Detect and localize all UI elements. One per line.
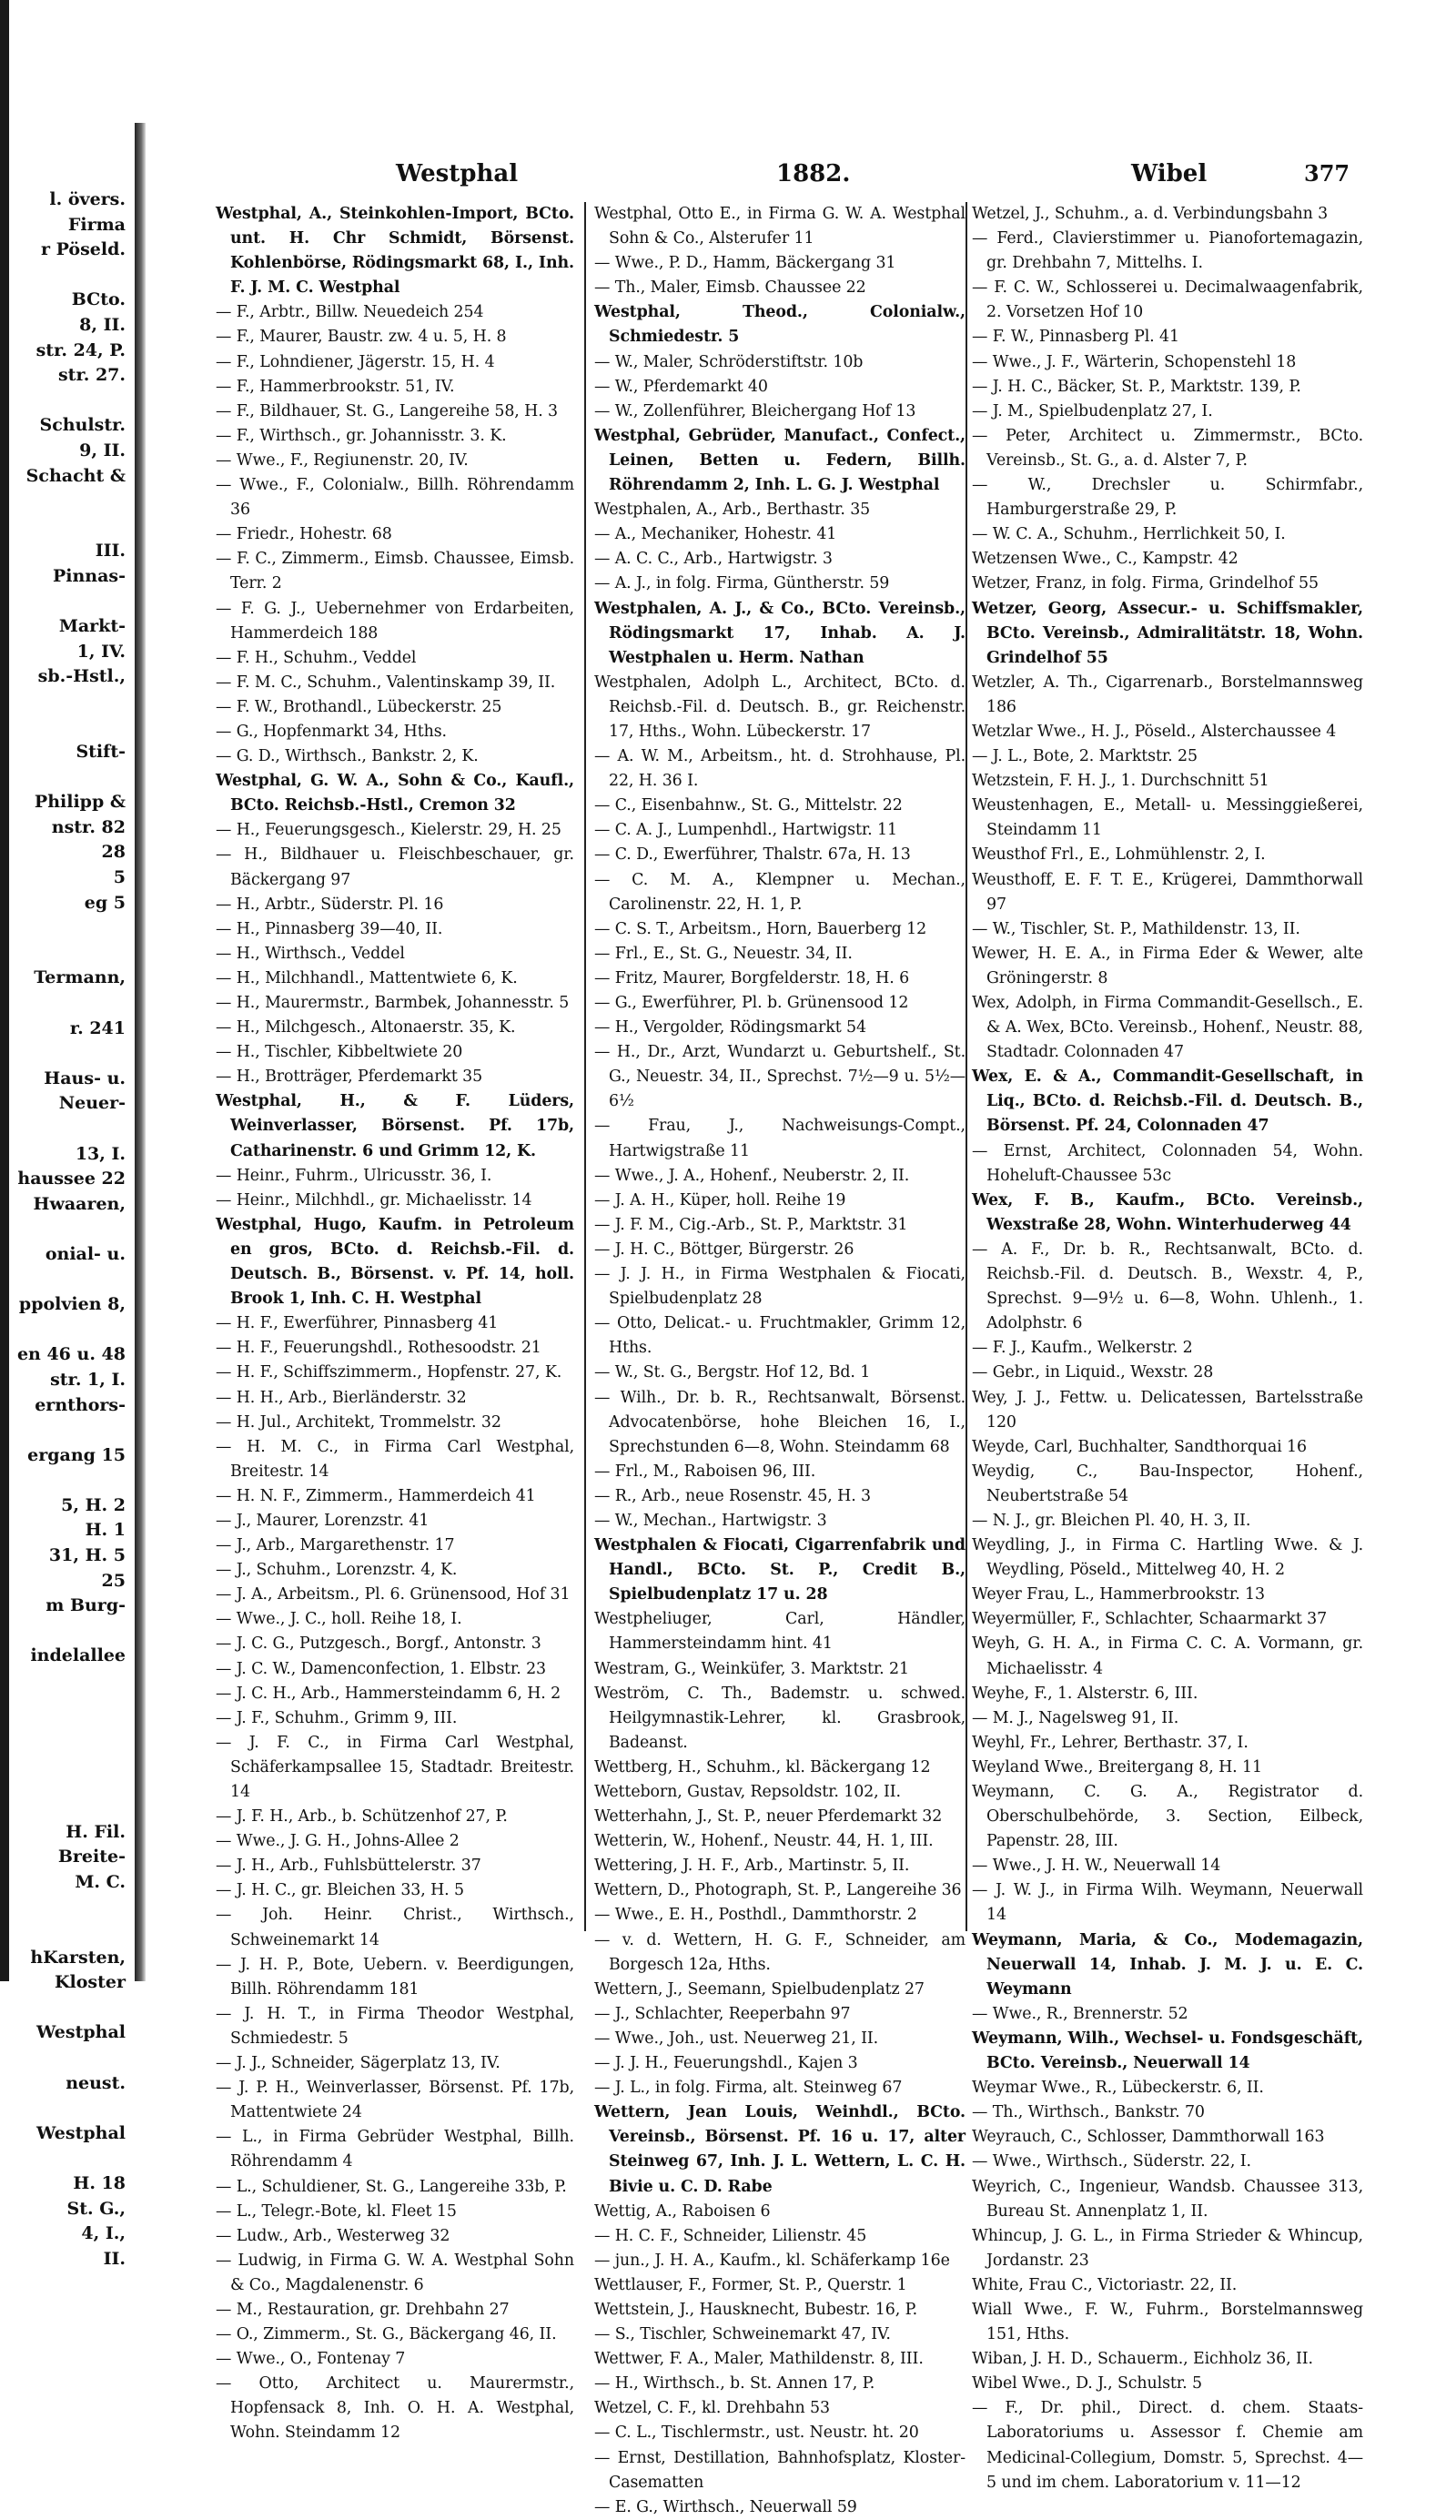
book-gutter	[135, 123, 146, 1981]
directory-entry: Weusthoff, E. F. T. E., Krügerei, Dammthorwall 97	[972, 870, 1363, 914]
directory-entry: — H., Maurermstr., Barmbek, Johannesstr. 5	[216, 994, 570, 1012]
directory-entry: Weyrauch, C., Schlosser, Dammthorwall 163	[972, 2128, 1325, 2147]
previous-page-line: 4, I.,	[81, 2223, 126, 2244]
directory-entry: — J. F. C., in Firma Carl Westphal, Schäferkampsallee 15, Stadtadr. Breitestr. 14	[216, 1733, 574, 1801]
directory-entry: — J., Arb., Margarethenstr. 17	[216, 1536, 455, 1555]
directory-entry: Wiall Wwe., F. W., Fuhrm., Borstelmannsweg 151, Hths.	[972, 2300, 1363, 2344]
directory-entry: — W. C. A., Schuhm., Herrlichkeit 50, I.	[972, 525, 1286, 544]
directory-entry: Westphalen, A., Arb., Berthastr. 35	[594, 501, 871, 520]
directory-entry: Westphal, G. W. A., Sohn & Co., Kaufl., BCto. Reichsb.-Hstl., Cremon 32	[216, 772, 574, 815]
previous-page-line	[5, 1745, 126, 1770]
directory-entry: — Wwe., J. H. W., Neuerwall 14	[972, 1857, 1221, 1876]
directory-entry: — Wwe., F., Colonialw., Billh. Röhrendamm 36	[216, 476, 574, 520]
directory-entry: Wettig, A., Raboisen 6	[594, 2201, 771, 2221]
directory-entry: — J. J., Schneider, Sägerplatz 13, IV.	[216, 2054, 500, 2073]
directory-entry: — H. C. F., Schneider, Lilienstr. 45	[594, 2226, 867, 2245]
directory-entry: Weymann, C. G. A., Registrator d. Oberschulbehörde, 3. Section, Eilbeck, Papenstr. 28, III.	[972, 1783, 1363, 1851]
previous-page-line	[5, 991, 126, 1017]
directory-entry: — Ernst, Architect, Colonnaden 54, Wohn. Hoheluft-Chaussee 53c	[972, 1141, 1363, 1185]
previous-page-line	[5, 1895, 126, 1920]
directory-entry: — Wwe., Joh., ust. Neuerweg 21, II.	[594, 2029, 879, 2048]
directory-entry: Westphalen & Fiocati, Cigarrenfabrik und Handl., BCto. St. P., Credit B., Spielbudenplatz 17 u. 28	[594, 1536, 966, 1604]
directory-entry: — A., Mechaniker, Hohestr. 41	[594, 525, 837, 544]
directory-entry: — J. A. H., Küper, holl. Reihe 19	[594, 1190, 846, 1209]
previous-page-line: l. övers.	[49, 189, 126, 209]
previous-page-line: nstr. 82	[51, 816, 126, 837]
directory-entry: Weyermüller, F., Schlachter, Schaarmarkt 37	[972, 1610, 1328, 1629]
directory-entry: — Friedr., Hohestr. 68	[216, 525, 392, 544]
directory-entry: Wewer, H. E. A., in Firma Eder & Wewer, alte Gröningerstr. 8	[972, 944, 1363, 987]
previous-page-line	[5, 2096, 126, 2121]
directory-entry: Weyde, Carl, Buchhalter, Sandthorquai 16	[972, 1437, 1307, 1456]
directory-entry: — Th., Maler, Eimsb. Chaussee 22	[594, 278, 866, 298]
directory-entry: — W., Mechan., Hartwigstr. 3	[594, 1511, 827, 1530]
directory-entry: Westphal, Gebrüder, Manufact., Confect., Leinen, Betten u. Federn, Billh. Röhrendamm 2, Inh. L. G. J. Westphal	[594, 426, 966, 495]
directory-entry: — H. Jul., Architekt, Trommelstr. 32	[216, 1412, 501, 1432]
directory-entry: — H., Pinnasberg 39—40, II.	[216, 919, 443, 938]
directory-entry: Wetterin, W., Hohenf., Neustr. 44, H. 1, III.	[594, 1832, 934, 1851]
directory-entry: — H., Wirthsch., Veddel	[216, 944, 405, 963]
directory-entry: Wiban, J. H. D., Schauerm., Eichholz 36, II.	[972, 2350, 1313, 2369]
directory-entry: — G., Hopfenmarkt 34, Hths.	[216, 722, 447, 741]
directory-entry: — J. C. H., Arb., Hammersteindamm 6, H. 2	[216, 1684, 561, 1703]
previous-page-line: 8, II.	[79, 314, 126, 335]
previous-page-line: haussee 22	[17, 1169, 126, 1189]
directory-entry: — H., Wirthsch., b. St. Annen 17, P.	[594, 2374, 875, 2393]
directory-entry: — W., Pferdemarkt 40	[594, 377, 768, 396]
directory-entry: — M. J., Nagelsweg 91, II.	[972, 1708, 1179, 1727]
previous-page-line: Haus- u.	[44, 1068, 126, 1088]
directory-entry: — F., Maurer, Baustr. zw. 4 u. 5, H. 8	[216, 328, 507, 347]
previous-page-line	[5, 1619, 126, 1645]
previous-page-line	[5, 489, 126, 514]
directory-entry: — Otto, Delicat.- u. Fruchtmakler, Grimm 12, Hths.	[594, 1314, 966, 1358]
previous-page-line	[5, 1268, 126, 1293]
previous-page-line	[5, 1217, 126, 1242]
previous-page-line	[5, 765, 126, 791]
directory-entry: — Ludwig, in Firma G. W. A. Westphal Sohn & Co., Magdalenenstr. 6	[216, 2251, 574, 2294]
directory-entry: — Wwe., J. C., holl. Reihe 18, I.	[216, 1610, 462, 1629]
previous-page-line: ppolvien 8,	[18, 1294, 126, 1315]
directory-entry: — Frau, J., Nachweisungs-Compt., Hartwigstraße 11	[594, 1117, 966, 1160]
directory-entry: — H., Tischler, Kibbeltwiete 20	[216, 1043, 463, 1062]
previous-page-line: 5, H. 2	[61, 1494, 126, 1515]
directory-entry: Wetzer, Georg, Assecur.- u. Schiffsmakler, BCto. Vereinsb., Admiralitätstr. 18, Wohn. Grindelhof 55	[972, 599, 1363, 667]
directory-entry: — Wwe., O., Fontenay 7	[216, 2350, 406, 2369]
previous-page-line	[5, 590, 126, 615]
previous-page-line: Westphal	[36, 2022, 126, 2043]
directory-entry: Wetzler, A. Th., Cigarrenarb., Borstelmannsweg 186	[972, 673, 1363, 716]
directory-entry: Weström, C. Th., Bademstr. u. schwed. Heilgymnastik-Lehrer, kl. Grasbrook, Badeanst.	[594, 1684, 966, 1752]
directory-entry: — H., Milchgesch., Altonaerstr. 35, K.	[216, 1018, 516, 1037]
directory-entry: — F., Lohndiener, Jägerstr. 15, H. 4	[216, 352, 495, 371]
previous-page-line: onial- u.	[45, 1243, 126, 1264]
previous-page-line: Firma	[67, 214, 126, 235]
previous-page-line: en 46 u. 48	[16, 1344, 126, 1365]
directory-entry: Wex, F. B., Kaufm., BCto. Vereinsb., Wexstraße 28, Wohn. Winterhuderweg 44	[972, 1190, 1363, 1234]
directory-entry: — L., in Firma Gebrüder Westphal, Billh. Röhrendamm 4	[216, 2128, 574, 2171]
previous-page-line: ernthors-	[35, 1394, 126, 1415]
directory-entry: — Peter, Architect u. Zimmermstr., BCto. Vereinsb., St. G., a. d. Alster 7, P.	[972, 426, 1363, 470]
directory-entry: — H., Milchhandl., Mattentwiete 6, K.	[216, 968, 518, 987]
directory-entry: Wetzlar Wwe., H. J., Pöseld., Alsterchaussee 4	[972, 722, 1337, 741]
directory-entry: Westphalen, Adolph L., Architect, BCto. d. Reichsb.-Fil. d. Deutsch. B., gr. Reichenstr. 17, Hths., Wohn. Lübeckerstr. 17	[594, 673, 966, 741]
directory-entry: Westram, G., Weinküfer, 3. Marktstr. 21	[594, 1659, 909, 1678]
directory-entry: — J. M., Spielbudenplatz 27, I.	[972, 401, 1213, 420]
directory-entry: — F. J., Kaufm., Welkerstr. 2	[972, 1339, 1193, 1358]
directory-entry: Weymann, Wilh., Wechsel- u. Fondsgeschäft, BCto. Vereinsb., Neuerwall 14	[972, 2029, 1363, 2073]
directory-entry: — L., Telegr.-Bote, kl. Fleet 15	[216, 2201, 457, 2221]
page-number: 377	[1304, 160, 1350, 187]
directory-entry: — G., Ewerführer, Pl. b. Grünensood 12	[594, 994, 909, 1012]
directory-entry: — J. P. H., Weinverlasser, Börsenst. Pf. 17b, Mattentwiete 24	[216, 2079, 574, 2122]
directory-entry: — J. H. P., Bote, Uebern. v. Beerdigungen, Billh. Röhrendamm 181	[216, 1955, 574, 1999]
previous-page-line	[5, 690, 126, 715]
directory-entry: Weusthof Frl., E., Lohmühlenstr. 2, I.	[972, 845, 1266, 865]
directory-entry: — L., Schuldiener, St. G., Langereihe 33b, P.	[216, 2177, 567, 2196]
previous-page-line: str. 27.	[57, 365, 126, 386]
previous-page-line: Termann,	[34, 967, 126, 988]
directory-entry: — F., Dr. phil., Direct. d. chem. Staats-Laboratoriums u. Assessor f. Chemie am Medicinal-Collegium, Domstr. 5, Sprechst. 4—5 und im chem. Laboratorium v. 11—12	[972, 2399, 1363, 2492]
column-rule-1	[584, 202, 586, 1931]
directory-entry: Westphalen, A. J., & Co., BCto. Vereinsb., Rödingsmarkt 17, Inhab. A. J. Westphalen u. Herm. Nathan	[594, 599, 966, 667]
running-header	[214, 160, 1406, 197]
directory-entry: — Wwe., Wirthsch., Süderstr. 22, I.	[972, 2152, 1251, 2171]
previous-page-line: Neuer-	[58, 1093, 126, 1114]
previous-page-line: M. C.	[75, 1871, 126, 1892]
directory-entry: Wettwer, F. A., Maler, Mathildenstr. 8, III.	[594, 2350, 924, 2369]
directory-entry: Weyrich, C., Ingenieur, Wandsb. Chaussee 313, Bureau St. Annenplatz 1, II.	[972, 2177, 1363, 2221]
directory-entry: — Heinr., Fuhrm., Ulricusstr. 36, I.	[216, 1166, 492, 1185]
previous-page-line: m Burg-	[46, 1595, 126, 1616]
previous-page-line: Markt-	[58, 616, 126, 637]
directory-entry: — W., Maler, Schröderstiftstr. 10b	[594, 352, 864, 371]
directory-entry: — J., Maurer, Lorenzstr. 41	[216, 1511, 430, 1530]
directory-entry: — C. S. T., Arbeitsm., Horn, Bauerberg 12	[594, 919, 927, 938]
directory-entry: Westphal, A., Steinkohlen-Import, BCto. unt. H. Chr Schmidt, Börsenst. Kohlenbörse, Rödingsmarkt 68, I., Inh. F. J. M. C. Westphal	[216, 205, 574, 298]
previous-page-line: 31, H. 5	[48, 1545, 126, 1566]
previous-page-line	[5, 263, 126, 288]
directory-entry: — Otto, Architect u. Maurermstr., Hopfensack 8, Inh. O. H. A. Westphal, Wohn. Steindamm 12	[216, 2374, 574, 2443]
directory-entry: — W., Drechsler u. Schirmfabr., Hamburgerstraße 29, P.	[972, 476, 1363, 520]
directory-entry: — F., Bildhauer, St. G., Langereihe 58, H. 3	[216, 401, 559, 420]
directory-entry: — Wwe., J. F., Wärterin, Schopenstehl 18	[972, 352, 1297, 371]
directory-entry: Westphal, Otto E., in Firma G. W. A. Westphal Sohn & Co., Alsterufer 11	[594, 205, 966, 248]
previous-page-line	[5, 1418, 126, 1443]
previous-page-line	[5, 1468, 126, 1493]
directory-entry: — J. L., Bote, 2. Marktstr. 25	[972, 747, 1198, 766]
previous-page-line: str. 1, I.	[50, 1369, 126, 1390]
previous-page-line: indelallee	[30, 1645, 126, 1666]
previous-page-line: H. 18	[73, 2172, 126, 2193]
directory-entry: Weustenhagen, E., Metall- u. Messinggießerei, Steindamm 11	[972, 796, 1363, 840]
previous-page-line	[5, 389, 126, 414]
directory-entry: — J. F. M., Cig.-Arb., St. P., Marktstr. 31	[594, 1215, 908, 1234]
directory-entry: Weyhl, Fr., Lehrer, Berthastr. 37, I.	[972, 1733, 1249, 1752]
directory-entry: — E. G., Wirthsch., Neuerwall 59	[594, 2497, 857, 2516]
directory-entry: — J. H. C., Böttger, Bürgerstr. 26	[594, 1240, 854, 1259]
column-left	[216, 202, 574, 2443]
directory-entry: — H., Vergolder, Rödingsmarkt 54	[594, 1018, 866, 1037]
directory-entry: Wettern, J., Seemann, Spielbudenplatz 27	[594, 1979, 925, 1999]
previous-page-line: 5	[113, 867, 126, 888]
previous-page-line: Stift-	[76, 742, 126, 763]
previous-page-line: eg 5	[84, 892, 126, 913]
directory-entry: — W., St. G., Bergstr. Hof 12, Bd. 1	[594, 1363, 871, 1382]
previous-page-line	[5, 2146, 126, 2171]
directory-entry: Westphal, Theod., Colonialw., Schmiedestr. 5	[594, 303, 966, 347]
directory-entry: — J. C. G., Putzgesch., Borgf., Antonstr. 3	[216, 1634, 541, 1654]
directory-entry: — N. J., gr. Bleichen Pl. 40, H. 3, II.	[972, 1511, 1251, 1530]
directory-entry: — F., Wirthsch., gr. Johannisstr. 3. K.	[216, 426, 507, 445]
directory-entry: — F. C., Zimmerm., Eimsb. Chaussee, Eimsb. Terr. 2	[216, 550, 574, 593]
directory-entry: — F. M. C., Schuhm., Valentinskamp 39, II.	[216, 673, 556, 692]
previous-page-line	[5, 1669, 126, 1695]
directory-entry: — C., Eisenbahnw., St. G., Mittelstr. 22	[594, 796, 903, 815]
previous-page-line	[5, 1318, 126, 1343]
directory-entry: — Wwe., F., Regiunenstr. 20, IV.	[216, 450, 469, 470]
directory-entry: — W., Tischler, St. P., Mathildenstr. 13, II.	[972, 919, 1300, 938]
directory-entry: — F. H., Schuhm., Veddel	[216, 648, 417, 667]
directory-entry: Weyer Frau, L., Hammerbrookstr. 13	[972, 1585, 1265, 1604]
directory-entry: Wetzel, J., Schuhm., a. d. Verbindungsbahn 3	[972, 205, 1329, 223]
directory-entry: — S., Tischler, Schweinemarkt 47, IV.	[594, 2325, 891, 2344]
directory-entry: — Gebr., in Liquid., Wexstr. 28	[972, 1363, 1214, 1382]
previous-page-line: H. Fil.	[66, 1821, 126, 1842]
directory-entry: — Wilh., Dr. b. R., Rechtsanwalt, Börsenst. Advocatenbörse, hohe Bleichen 16, I., Sprechstunden 6—8, Wohn. Steindamm 68	[594, 1388, 966, 1456]
previous-page-line	[5, 2046, 126, 2071]
previous-page-line	[5, 1769, 126, 1795]
directory-entry: Wetzel, C. F., kl. Drehbahn 53	[594, 2399, 830, 2418]
directory-entry: — C. M. A., Klempner u. Mechan., Carolinenstr. 22, H. 1, P.	[594, 870, 966, 914]
previous-page-line: BCto.	[71, 289, 126, 310]
previous-page-line: str. 24, P.	[35, 339, 126, 360]
directory-entry: Wettern, Jean Louis, Weinhdl., BCto. Vereinsb., Börsenst. Pf. 16 u. 17, alter Steinweg 67, Inh. J. L. Wettern, L. C. H. Bivie u. C. D. Rabe	[594, 2103, 966, 2196]
directory-entry: — H. F., Ewerführer, Pinnasberg 41	[216, 1314, 499, 1333]
directory-entry: — v. d. Wettern, H. G. F., Schneider, am Borgesch 12a, Hths.	[594, 1930, 966, 1974]
directory-entry: — C. L., Tischlermstr., ust. Neustr. ht. 20	[594, 2424, 919, 2443]
column-right	[972, 202, 1363, 2492]
previous-page-line: II.	[103, 2248, 126, 2269]
directory-entry: Wettberg, H., Schuhm., kl. Bäckergang 12	[594, 1757, 931, 1776]
directory-entry: — F. W., Pinnasberg Pl. 41	[972, 328, 1179, 347]
directory-entry: Wey, J. J., Fettw. u. Delicatessen, Bartelsstraße 120	[972, 1388, 1363, 1432]
directory-entry: — A. J., in folg. Firma, Güntherstr. 59	[594, 574, 890, 593]
directory-entry: Wettlauser, F., Former, St. P., Querstr. 1	[594, 2275, 907, 2294]
previous-page-line	[5, 1795, 126, 1820]
previous-page-line	[5, 1719, 126, 1745]
column-rule-2	[966, 202, 967, 1931]
directory-entry: — C. D., Ewerführer, Thalstr. 67a, H. 13	[594, 845, 911, 865]
previous-page-line: III.	[95, 541, 126, 562]
directory-entry: — H., Arbtr., Süderstr. Pl. 16	[216, 895, 444, 914]
directory-entry: — F. W., Brothandl., Lübeckerstr. 25	[216, 697, 502, 716]
previous-page-line: Philipp &	[34, 792, 126, 813]
directory-entry: — H. H., Arb., Bierländerstr. 32	[216, 1388, 467, 1407]
previous-page-line: neust.	[66, 2072, 126, 2093]
directory-entry: — J., Schuhm., Lorenzstr. 4, K.	[216, 1561, 458, 1580]
directory-entry: Whincup, J. G. L., in Firma Strieder & Whincup, Jordanstr. 23	[972, 2226, 1363, 2270]
directory-entry: — F., Hammerbrookstr. 51, IV.	[216, 377, 455, 396]
directory-entry: Wetterhahn, J., St. P., neuer Pferdemarkt 32	[594, 1807, 943, 1827]
directory-entry: Wibel Wwe., D. J., Schulstr. 5	[972, 2374, 1202, 2393]
directory-entry: — Wwe., R., Brennerstr. 52	[972, 2004, 1188, 2023]
directory-entry: — F. C. W., Schlosserei u. Decimalwaagenfabrik, 2. Vorsetzen Hof 10	[972, 278, 1363, 322]
directory-entry: — J. H., Arb., Fuhlsbüttelerstr. 37	[216, 1857, 481, 1876]
directory-entry: — H. F., Feuerungshdl., Rothesoodstr. 21	[216, 1339, 541, 1358]
previous-page-line: Schacht &	[25, 465, 126, 486]
directory-entry: — Wwe., E. H., Posthdl., Dammthorstr. 2	[594, 1906, 917, 1925]
directory-entry: — J. F., Schuhm., Grimm 9, III.	[216, 1708, 458, 1727]
previous-page-line: 1, IV.	[76, 641, 126, 662]
directory-entry: Westphal, H., & F. Lüders, Weinverlasser, Börsenst. Pf. 17b, Catharinenstr. 6 und Grimm 12, K.	[216, 1092, 574, 1160]
directory-entry: — Frl., E., St. G., Neuestr. 34, II.	[594, 944, 853, 963]
directory-entry: — Joh. Heinr. Christ., Wirthsch., Schweinemarkt 14	[216, 1906, 574, 1949]
previous-page-line: 25	[101, 1570, 126, 1591]
directory-entry: Wetzer, Franz, in folg. Firma, Grindelhof 55	[972, 574, 1319, 593]
previous-page-line	[5, 514, 126, 540]
directory-entry: — J. F. H., Arb., b. Schützenhof 27, P.	[216, 1807, 508, 1827]
previous-page-text	[5, 187, 126, 2272]
directory-entry: — R., Arb., neue Rosenstr. 45, H. 3	[594, 1486, 872, 1505]
previous-page-line: Schulstr.	[39, 415, 126, 436]
directory-entry: — H. N. F., Zimmerm., Hammerdeich 41	[216, 1486, 536, 1505]
previous-page-line: hKarsten,	[30, 1947, 126, 1968]
directory-entry: — J. W. J., in Firma Wilh. Weymann, Neuerwall 14	[972, 1881, 1363, 1925]
directory-entry: — J. H. T., in Firma Theodor Westphal, Schmiedestr. 5	[216, 2004, 574, 2048]
directory-entry: — jun., J. H. A., Kaufm., kl. Schäferkamp 16e	[594, 2251, 950, 2270]
directory-entry: — H. F., Schiffszimmerm., Hopfenstr. 27, K.	[216, 1363, 562, 1382]
directory-entry: — Ferd., Clavierstimmer u. Pianofortemagazin, gr. Drehbahn 7, Mittelhs. I.	[972, 229, 1363, 273]
previous-page-line	[5, 916, 126, 941]
directory-entry: Wex, Adolph, in Firma Commandit-Gesellsch., E. & A. Wex, BCto. Vereinsb., Hohenf., Neustr. 88, Stadtadr. Colonnaden 47	[972, 994, 1363, 1062]
directory-entry: Westpheliuger, Carl, Händler, Hammersteindamm hint. 41	[594, 1610, 966, 1654]
directory-entry: Wex, E. & A., Commandit-Gesellschaft, in Liq., BCto. d. Reichsb.-Fil. d. Deutsch. B., Börsenst. Pf. 24, Colonnaden 47	[972, 1068, 1363, 1136]
directory-entry: Wetteborn, Gustav, Repsoldstr. 102, II.	[594, 1783, 901, 1801]
directory-entry: — J. J. H., in Firma Westphalen & Fiocati, Spielbudenplatz 28	[594, 1265, 966, 1309]
previous-page-line: 28	[101, 842, 126, 863]
previous-page-line: r Pöseld.	[41, 239, 126, 260]
previous-page-line: 9, II.	[79, 440, 126, 460]
directory-entry: Weydling, J., in Firma C. Hartling Wwe. & J. Weydling, Pöseld., Mittelweg 40, H. 2	[972, 1536, 1363, 1580]
previous-page-line	[5, 1041, 126, 1067]
directory-entry: — F., Arbtr., Billw. Neuedeich 254	[216, 303, 484, 322]
previous-page-line	[5, 1996, 126, 2021]
directory-entry: — J. C. W., Damenconfection, 1. Elbstr. 23	[216, 1659, 547, 1678]
previous-page-line	[5, 1695, 126, 1720]
previous-page-line: Hwaaren,	[33, 1193, 126, 1214]
directory-entry: — Wwe., J. A., Hohenf., Neuberstr. 2, II.	[594, 1166, 910, 1185]
directory-entry: — G. D., Wirthsch., Bankstr. 2, K.	[216, 747, 479, 766]
directory-entry: — Heinr., Milchhdl., gr. Michaelisstr. 14	[216, 1190, 532, 1209]
directory-entry: — A. F., Dr. b. R., Rechtsanwalt, BCto. d. Reichsb.-Fil. d. Deutsch. B., Wexstr. 4, P., Sprechst. 9—9½ u. 6—8, Wohn. Uhlenh., 1. Adolphstr. 6	[972, 1240, 1363, 1333]
previous-page-line: r. 241	[69, 1017, 126, 1038]
column-middle	[594, 202, 966, 2516]
directory-entry: Wettern, D., Photograph, St. P., Langereihe 36	[594, 1881, 962, 1900]
directory-entry: — Ernst, Destillation, Bahnhofsplatz, Kloster-Casematten	[594, 2448, 966, 2492]
directory-entry: — J. H. C., gr. Bleichen 33, H. 5	[216, 1881, 465, 1900]
previous-page-line: H. 1	[85, 1520, 126, 1541]
directory-entry: — J. A., Arbeitsm., Pl. 6. Grünensood, Hof 31	[216, 1585, 571, 1604]
directory-entry: — Fritz, Maurer, Borgfelderstr. 18, H. 6	[594, 968, 910, 987]
directory-entry: — H., Feuerungsgesch., Kielerstr. 29, H. 25	[216, 821, 561, 840]
directory-entry: — Ludw., Arb., Westerweg 32	[216, 2226, 450, 2245]
previous-page-line: ergang 15	[27, 1444, 126, 1465]
directory-entry: Westphal, Hugo, Kaufm. in Petroleum en gros, BCto. d. Reichsb.-Fil. d. Deutsch. B., Börsenst. v. Pf. 14, holl. Brook 1, Inh. C. H. Westphal	[216, 1215, 574, 1309]
directory-entry: — H. M. C., in Firma Carl Westphal, Breitestr. 14	[216, 1437, 574, 1481]
header-right-keyword: Wibel	[1131, 160, 1208, 187]
directory-entry: Wettering, J. H. F., Arb., Martinstr. 5, II.	[594, 1857, 910, 1876]
directory-entry: — Wwe., J. G. H., Johns-Allee 2	[216, 1832, 460, 1851]
directory-entry: Weyhe, F., 1. Alsterstr. 6, III.	[972, 1684, 1198, 1703]
header-left-keyword: Westphal	[396, 160, 519, 187]
directory-entry: — H., Brotträger, Pferdemarkt 35	[216, 1068, 483, 1087]
directory-entry: — A. C. C., Arb., Hartwigstr. 3	[594, 550, 833, 569]
previous-page-line	[5, 1920, 126, 1946]
previous-page-line	[5, 1117, 126, 1142]
directory-entry: Weymar Wwe., R., Lübeckerstr. 6, II.	[972, 2079, 1264, 2098]
directory-entry: — J., Schlachter, Reeperbahn 97	[594, 2004, 851, 2023]
previous-page-line: sb.-Hstl.,	[37, 666, 126, 687]
directory-entry: Wettstein, J., Hausknecht, Bubestr. 16, P.	[594, 2300, 918, 2319]
directory-entry: Weyh, G. H. A., in Firma C. C. A. Vormann, gr. Michaelisstr. 4	[972, 1634, 1363, 1678]
directory-entry: — Frl., M., Raboisen 96, III.	[594, 1462, 816, 1481]
directory-entry: — Th., Wirthsch., Bankstr. 70	[972, 2103, 1205, 2122]
directory-entry: — J. L., in folg. Firma, alt. Steinweg 67	[594, 2079, 903, 2098]
directory-page	[150, 127, 1442, 2516]
directory-entry: — H., Dr., Arzt, Wundarzt u. Geburtshelf., St. G., Neuestr. 34, II., Sprechst. 7½—9 u. 5½—6½	[594, 1043, 966, 1111]
directory-entry: — W., Zollenführer, Bleichergang Hof 13	[594, 401, 916, 420]
directory-entry: — A. W. M., Arbeitsm., ht. d. Strohhause, Pl. 22, H. 36 I.	[594, 747, 966, 791]
header-year: 1882.	[776, 160, 851, 187]
directory-entry: White, Frau C., Victoriastr. 22, II.	[972, 2275, 1238, 2294]
directory-entry: — J. H. C., Bäcker, St. P., Marktstr. 139, P.	[972, 377, 1301, 396]
directory-entry: — O., Zimmerm., St. G., Bäckergang 46, II.	[216, 2325, 557, 2344]
directory-entry: — F. G. J., Uebernehmer von Erdarbeiten, Hammerdeich 188	[216, 599, 574, 643]
scan-edge	[0, 0, 9, 1981]
previous-page-line: Breite-	[57, 1847, 126, 1867]
directory-entry: — C. A. J., Lumpenhdl., Hartwigstr. 11	[594, 821, 897, 840]
previous-page-strip	[0, 109, 129, 2269]
directory-entry: — M., Restauration, gr. Drehbahn 27	[216, 2300, 510, 2319]
directory-entry: — J. J. H., Feuerungshdl., Kajen 3	[594, 2054, 858, 2073]
directory-entry: — H., Bildhauer u. Fleischbeschauer, gr. Bäckergang 97	[216, 845, 574, 889]
previous-page-line: Westphal	[36, 2122, 126, 2143]
directory-entry: Weydig, C., Bau-Inspector, Hohenf., Neubertstraße 54	[972, 1462, 1363, 1505]
previous-page-line	[5, 714, 126, 740]
previous-page-line	[5, 941, 126, 967]
previous-page-line: Kloster	[55, 1972, 126, 1993]
directory-entry: Weymann, Maria, & Co., Modemagazin, Neuerwall 14, Inhab. J. M. J. u. E. C. Weymann	[972, 1930, 1363, 1999]
directory-entry: Wetzensen Wwe., C., Kampstr. 42	[972, 550, 1239, 569]
previous-page-line: St. G.,	[66, 2198, 126, 2219]
previous-page-line: Pinnas-	[52, 565, 126, 586]
directory-entry: Wetzstein, F. H. J., 1. Durchschnitt 51	[972, 772, 1269, 791]
directory-entry: — Wwe., P. D., Hamm, Bäckergang 31	[594, 254, 896, 273]
directory-entry: Weyland Wwe., Breitergang 8, H. 11	[972, 1757, 1262, 1776]
previous-page-line: 13, I.	[75, 1143, 126, 1164]
